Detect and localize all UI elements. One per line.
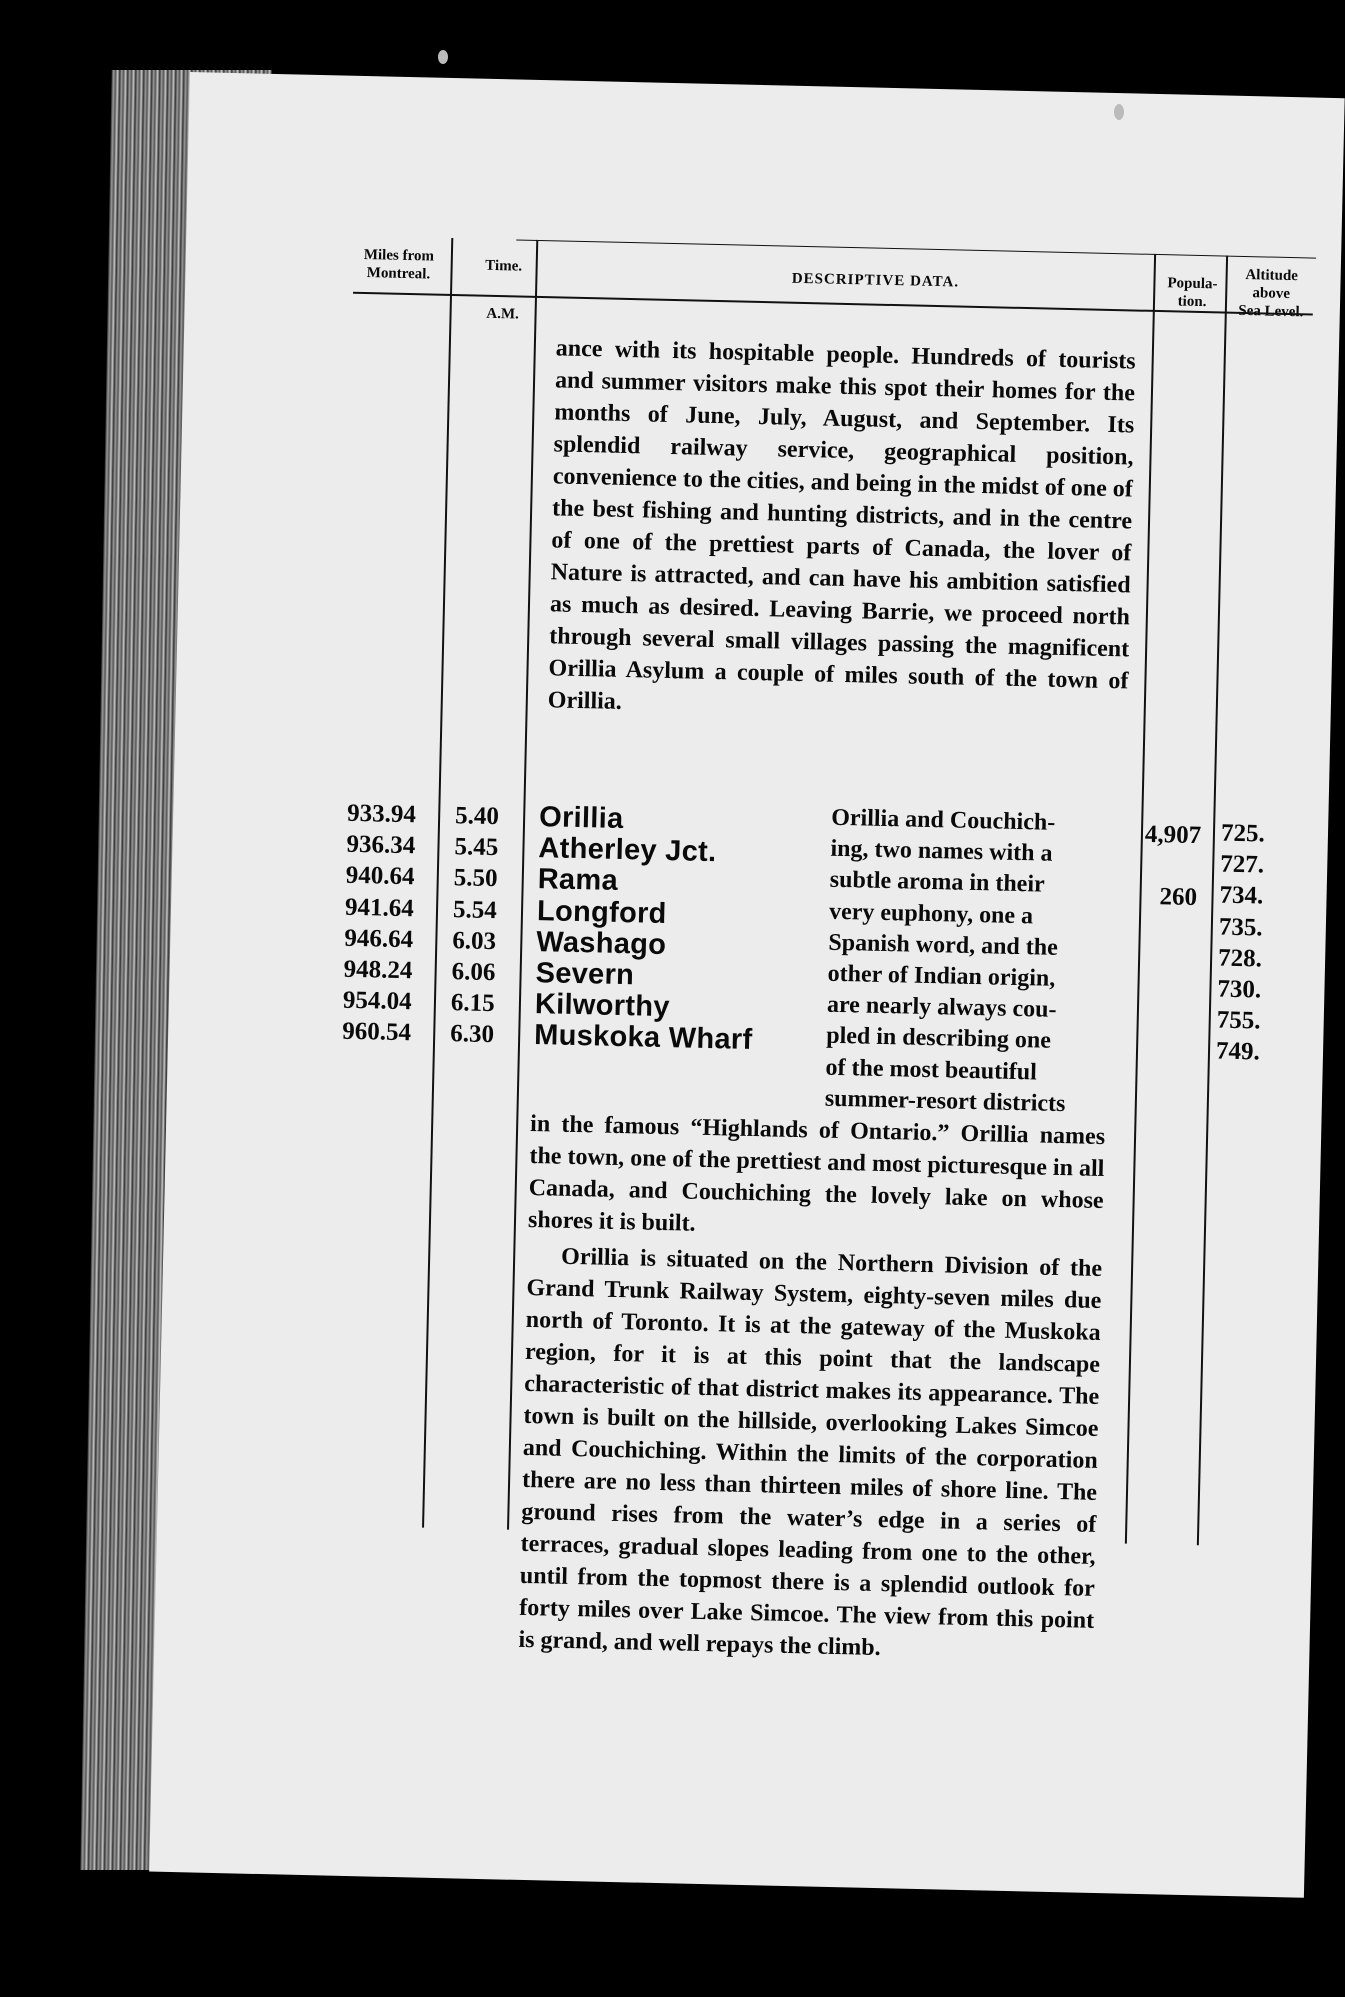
time-value: 6.15 [450,989,495,1018]
side-text-line: very euphony, one a [828,898,1034,929]
time-value: 5.45 [454,833,499,862]
altitude-value: 755. [1216,1006,1261,1035]
time-value: 6.06 [451,958,496,987]
station-name: Longford [536,894,668,930]
miles-value: 933.94 [346,799,417,829]
side-text-line: Orillia and Couchich- [830,804,1056,836]
population-rama: 260 [1159,883,1198,912]
station-name: Atherley Jct. [538,832,717,869]
paragraph-bottom: Orillia is situated on the Northern Division of the Grand Trunk Railway System, eighty-seven miles due north of Toronto. It is at the gateway of the Muskoka region, for it is at this point that the landscape characteristic of that district makes its appearance. The town is built on the hillside, overlooking Lakes Simcoe and Couchiching. Within the limits of the corporation there are no less than thirteen miles of shore line. The ground rises from the water’s edge in a series of terraces, gradual slopes leading from one to the other, until from the topmost there is a splendid outlook for forty miles over Lake Simcoe. The view from this point is grand, and well repays the climb. [518,1243,1103,1662]
miles-value: 960.54 [341,1018,412,1047]
station-name: Orillia [538,801,624,836]
time-column [450,800,522,1051]
header-time: Time. [485,257,523,275]
station-name: Severn [535,957,635,992]
side-text [825,803,1118,1121]
altitude-column [1216,818,1288,1069]
side-text-line: ing, two names with a [830,835,1053,867]
altitude-value: 735. [1218,913,1263,942]
miles-value: 940.64 [345,862,415,891]
altitude-value: 730. [1217,975,1262,1004]
dust-speck [1114,104,1124,120]
altitude-value: 728. [1217,944,1263,973]
side-text-line: summer-resort districts [824,1085,1066,1117]
header-altitude-line1: Altitude [1245,266,1299,285]
header-altitude-line3: Sea Level. [1238,302,1304,321]
time-value: 5.40 [454,802,500,831]
header-population-line2: tion. [1177,293,1207,311]
side-text-line: pled in describing one [825,1023,1052,1055]
station-name: Washago [535,925,667,961]
station-names [534,802,840,1058]
station-name: Muskoka Wharf [533,1019,753,1057]
side-text-line: subtle aroma in their [829,867,1045,899]
station-name: Rama [537,863,619,898]
miles-column [342,798,438,1049]
header-altitude-line2: above [1252,285,1291,303]
side-text-line: are nearly always cou- [826,991,1057,1024]
side-text-line: Spanish word, and the [828,929,1059,961]
header-descriptive-data: DESCRIPTIVE DATA. [791,270,960,291]
header-population [1157,274,1228,312]
header-rule-top [516,239,1316,258]
time-value: 6.03 [452,926,497,955]
header-miles [353,246,444,284]
time-value: 5.50 [453,864,498,893]
side-text-line: of the most beautiful [825,1054,1038,1086]
altitude-value: 725. [1220,819,1266,848]
miles-value: 936.34 [346,830,416,860]
header-am: A.M. [486,305,520,323]
book-page [149,72,1345,1898]
time-value: 6.30 [449,1020,495,1049]
header-miles-line1: Miles from [363,246,435,265]
dust-speck [438,50,448,64]
miles-value: 954.04 [342,986,413,1016]
continuation-text: in the famous “Highlands of Ontario.” Orillia names the town, one of the prettiest and most picturesque in all Canada, and Couchiching the lovely lake on whose shores it is built. [527,1110,1106,1237]
population-orillia: 4,907 [1144,820,1202,850]
miles-value: 941.64 [344,893,415,922]
time-value: 5.54 [452,895,498,924]
header-population-line1: Popula- [1167,275,1218,293]
side-text-line: other of Indian origin, [827,960,1056,992]
paragraph-top: ance with its hospitable people. Hundreds of tourists and summer visitors make this spot their homes for the months of June, July, August, and September. Its splendid railway service, geographical position, convenience to the cities, and being in the midst of one of the best fishing and hunting districts, and in the centre of one of the prettiest parts of Canada, the lover of Nature is attracted, and can have his ambition satisfied as much as desired. Leaving Barrie, we proceed north through several small villages passing the magnificent Orillia Asylum a couple of miles south of the town of Orillia. [547,335,1136,715]
station-name: Kilworthy [534,988,671,1024]
altitude-value: 734. [1219,881,1264,910]
miles-value: 948.24 [343,955,413,985]
miles-value: 946.64 [344,924,414,954]
altitude-value: 749. [1215,1037,1261,1066]
altitude-value: 727. [1219,850,1265,879]
header-miles-line2: Montreal. [366,265,431,283]
